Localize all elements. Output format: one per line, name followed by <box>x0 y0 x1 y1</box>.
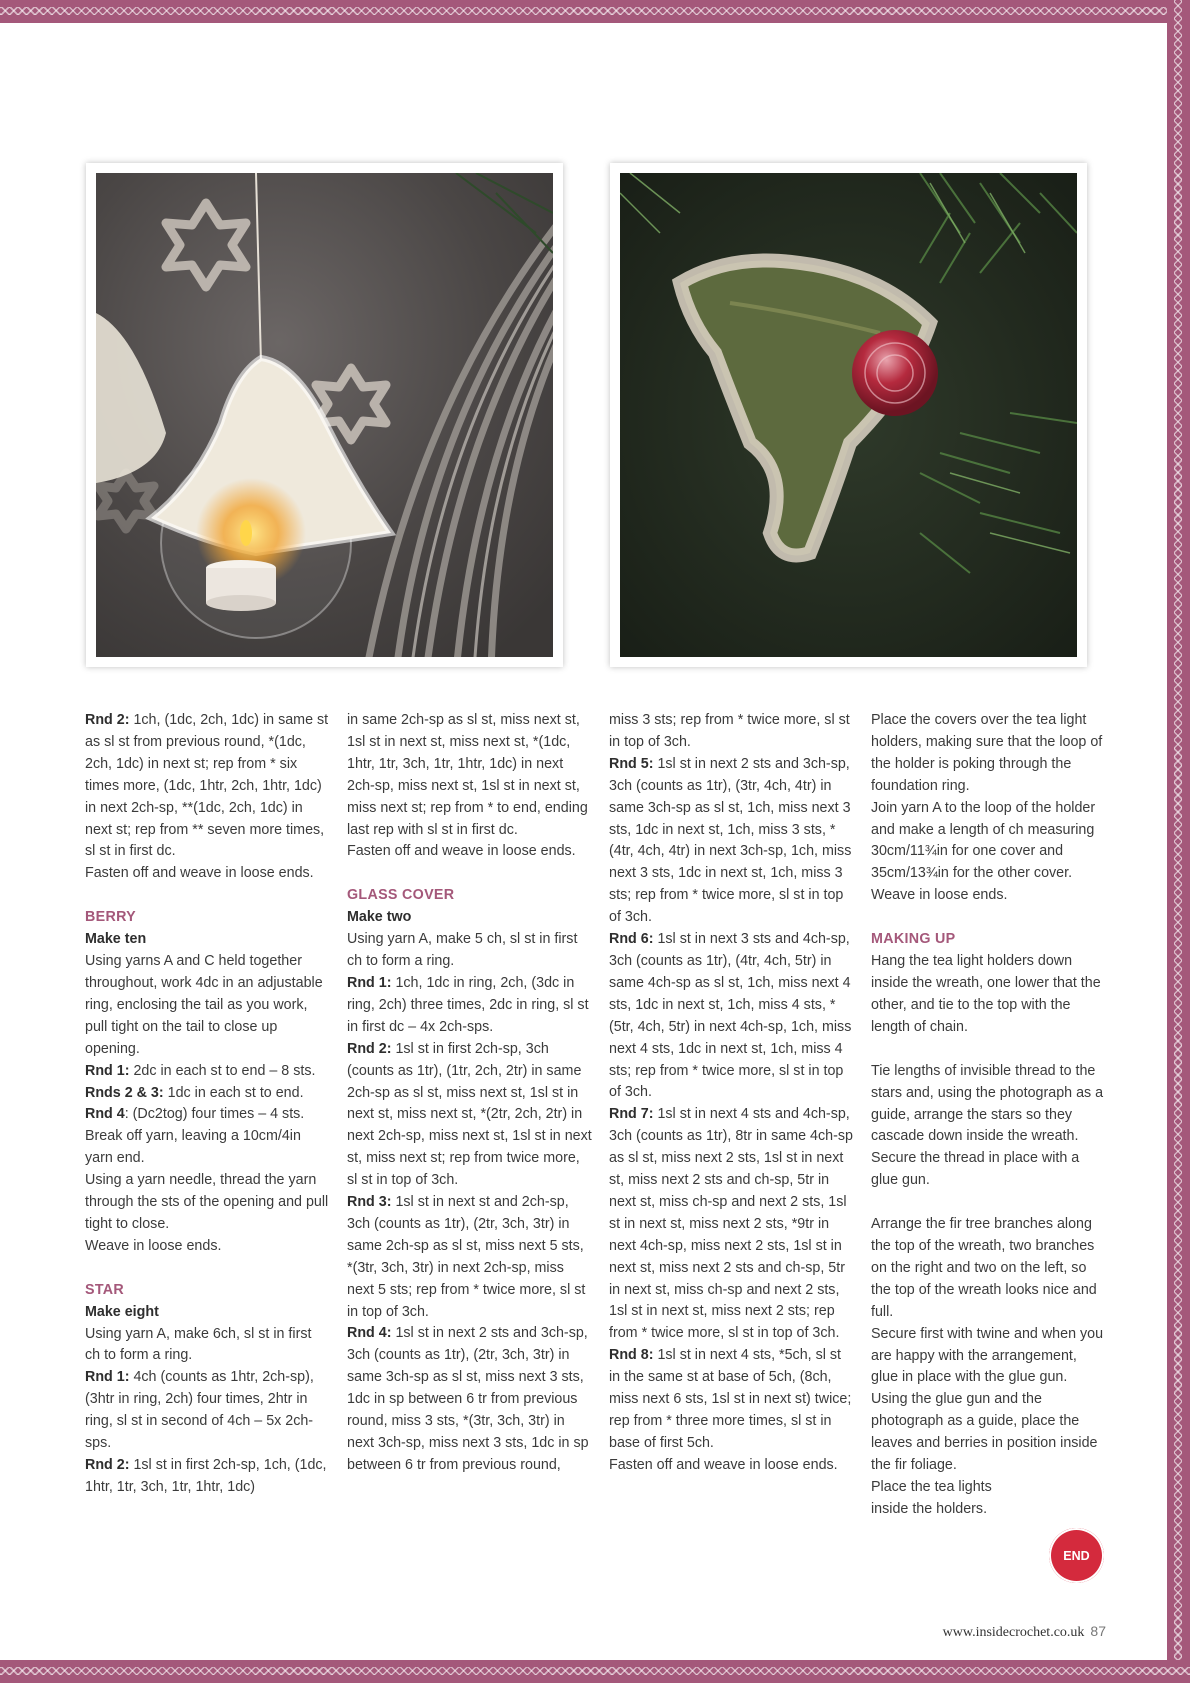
page-number: 87 <box>1090 1623 1106 1639</box>
round-label: Rnd 2: <box>85 712 130 728</box>
round-label: Rnd 4 <box>85 1106 125 1123</box>
instruction-paragraph: Weave in loose ends. <box>85 1237 222 1254</box>
instruction-paragraph: Join yarn A to the loop of the holder and make a length of ch measuring 30cm/11¾in for one cover and 35cm/13¾in for the other cover. <box>871 799 1096 882</box>
instruction-paragraph <box>85 1104 330 1126</box>
round-text: 1ch, (1dc, 2ch, 1dc) in same st as sl st from previous round, *(1dc, 2ch, 1dc) in next st; rep from * six times more, (1dc, 1htr, 2ch, 1htr, 1dc) in next 2ch-sp, **(1dc, 2ch, 1dc) in next st; rep from ** seven more times, sl st in first dc. <box>85 712 329 860</box>
round-text: 1sl st in first 2ch-sp, 3ch (counts as 1tr), (1tr, 2ch, 2tr) in same 2ch-sp as sl st, miss next st, 1sl st in next st, miss next st, *(2tr, 2ch, 2tr) in next 2ch-sp, miss next st, 1sl st in next st, miss next st; rep from twice more, sl st in top of 3ch. <box>347 1040 592 1189</box>
instruction-paragraph: Break off yarn, leaving a 10cm/4in yarn end. <box>85 1128 301 1167</box>
instruction-paragraph: in same 2ch-sp as sl st, miss next st, 1sl st in next st, miss next st, *(1dc, 1htr, 1tr, 3ch, 1tr, 1htr, 1dc) in next 2ch-sp, miss next st, 1sl st in next st, miss next st; rep from * to end, ending last rep with sl st in first dc. <box>347 712 588 838</box>
round-label: Rnd 2: <box>85 1457 130 1473</box>
instruction-paragraph: Using yarns A and C held together throughout, work 4dc in an adjustable ring, enclosing the tail as you work, pull tight on the tail to close up opening. <box>85 953 323 1057</box>
section-heading-star: STAR <box>85 1281 125 1298</box>
frame-right-border <box>1167 0 1190 1683</box>
instruction-paragraph: Arrange the fir tree branches along the top of the wreath, two branches on the right and two on the left, so the top of the wreath looks nice and full. <box>871 1216 1097 1320</box>
section-heading-berry: BERRY <box>85 909 137 926</box>
round-text: 2dc in each st to end – 8 sts. <box>129 1062 316 1079</box>
round-label: Rnd 2: <box>347 1040 392 1057</box>
instruction-paragraph <box>609 1345 854 1455</box>
instruction-paragraph: Fasten off and weave in loose ends. <box>347 843 576 860</box>
instruction-paragraph: Hang the tea light holders down inside the wreath, one lower that the other, and tie to the top with the length of chain. <box>871 953 1101 1035</box>
round-label: Rnd 1: <box>85 1369 130 1386</box>
instruction-paragraph <box>85 1367 330 1455</box>
instruction-paragraph <box>85 1061 330 1083</box>
round-label: Rnd 5: <box>609 755 654 772</box>
instruction-paragraph: Using the glue gun and the photograph as a guide, place the leaves and berries in position inside the fir foliage. <box>871 1391 1098 1474</box>
round-text: 1sl st in first 2ch-sp, 1ch, (1dc, 1htr, 1tr, 3ch, 1tr, 1htr, 1dc) <box>85 1457 327 1495</box>
instruction-paragraph: Secure first with twine and when you are happy with the arrangement, glue in place with the glue gun. <box>871 1325 1104 1386</box>
subheading: Make two <box>347 909 412 926</box>
subheading: Make ten <box>85 931 147 948</box>
website-url: www.insidecrochet.co.uk <box>942 1625 1085 1640</box>
round-text: : (Dc2tog) four times – 4 sts. <box>124 1106 305 1123</box>
round-text: 1dc in each st to end. <box>163 1084 304 1101</box>
section-heading-glass-cover: GLASS COVER <box>347 887 455 904</box>
photo-leaf-and-berry <box>610 163 1087 667</box>
text-column-3 <box>609 710 854 1477</box>
round-label: Rnds 2 & 3: <box>85 1084 164 1101</box>
instruction-paragraph <box>347 1323 592 1476</box>
instruction-paragraph <box>609 929 854 1104</box>
round-text: 1sl st in next 4 sts, *5ch, sl st in the same st at base of 5ch, (8ch, miss next 6 sts, 1sl st in next st) twice; rep from * three more times, sl st in base of first 5ch. <box>609 1347 852 1451</box>
round-text: 1sl st in next 2 sts and 3ch-sp, 3ch (counts as 1tr), (2tr, 3ch, 3tr) in same 3ch-sp as sl st, miss next 3 sts, 1dc in sp between 6 tr from previous round, miss 3 sts, *(3tr, 3ch, 3tr) in next 3ch-sp, miss next 3 sts, 1dc in sp between 6 tr from previous round, <box>347 1325 589 1473</box>
round-label: Rnd 1: <box>85 1062 130 1079</box>
instruction-paragraph <box>85 710 330 863</box>
round-label: Rnd 6: <box>609 931 654 948</box>
tea-light-photo-image <box>96 173 553 657</box>
instruction-paragraph: Using a yarn needle, thread the yarn through the sts of the opening and pull tight to close. <box>85 1172 329 1232</box>
instruction-paragraph: Tie lengths of invisible thread to the stars and, using the photograph as a guide, arrange the stars so they cascade down inside the wreath. <box>871 1062 1104 1145</box>
frame-top-border <box>0 0 1190 23</box>
instruction-paragraph: Secure the thread in place with a glue gun. <box>871 1150 1080 1189</box>
round-label: Rnd 7: <box>609 1106 654 1123</box>
instruction-paragraph <box>85 1455 330 1499</box>
frame-bottom-border <box>0 1660 1190 1683</box>
instruction-paragraph: Using yarn A, make 6ch, sl st in first ch to form a ring. <box>85 1325 312 1364</box>
instruction-paragraph: Fasten off and weave in loose ends. <box>85 865 314 882</box>
instruction-paragraph <box>85 1083 330 1105</box>
round-label: Rnd 8: <box>609 1347 654 1364</box>
round-text: 1sl st in next 4 sts and 4ch-sp, 3ch (counts as 1tr), 8tr in same 4ch-sp as sl st, miss next 2 sts, 1sl st in next st, miss next 2 sts and ch-sp, 5tr in next st, miss ch-sp and next 2 sts, 1sl st in next st, miss next 2 sts, *9tr in next 4ch-sp, miss next 2 sts, 1sl st in next st, miss next 2 sts and ch-sp, 5tr in next st, miss ch-sp and next 2 sts, 1sl st in next st, miss next 2 sts; rep from * twice more, sl st in top of 3ch. <box>609 1106 853 1342</box>
round-label: Rnd 3: <box>347 1194 392 1211</box>
text-column-4 <box>871 710 1106 1521</box>
instruction-paragraph: Place the covers over the tea light holders, making sure that the loop of the holder is poking through the foundation ring. <box>871 712 1103 794</box>
text-column-2 <box>347 710 592 1477</box>
instruction-paragraph <box>609 754 854 929</box>
end-badge: END <box>1049 1528 1104 1583</box>
instruction-paragraph: Fasten off and weave in loose ends. <box>609 1456 838 1473</box>
instruction-paragraph: Using yarn A, make 5 ch, sl st in first ch to form a ring. <box>347 931 578 970</box>
leaf-berry-photo-image <box>620 173 1077 657</box>
instruction-paragraph: inside the holders. <box>871 1500 988 1517</box>
instruction-paragraph <box>347 1039 592 1192</box>
round-text: 4ch (counts as 1htr, 2ch-sp), (3htr in ring, 2ch) four times, 2htr in ring, sl st in second of 4ch – 5x 2ch-sps. <box>85 1369 314 1452</box>
stitch-pattern <box>1174 0 1182 1683</box>
instruction-paragraph: Place the tea lights <box>871 1479 992 1495</box>
stitch-pattern <box>0 1667 1190 1675</box>
section-heading-making-up: MAKING UP <box>871 931 956 948</box>
photo-tea-light-cover <box>86 163 563 667</box>
round-text: 1ch, 1dc in ring, 2ch, (3dc in ring, 2ch) three times, 2dc in ring, sl st in first dc – 4x 2ch-sps. <box>347 974 589 1035</box>
page-footer <box>943 1623 1106 1641</box>
instruction-paragraph <box>347 1192 592 1323</box>
subheading: Make eight <box>85 1303 159 1320</box>
instruction-paragraph <box>347 973 592 1039</box>
text-column-1 <box>85 710 330 1499</box>
instruction-paragraph <box>609 1104 854 1345</box>
round-label: Rnd 1: <box>347 974 392 991</box>
instruction-paragraph: miss 3 sts; rep from * twice more, sl st in top of 3ch. <box>609 712 850 750</box>
stitch-pattern <box>0 7 1190 15</box>
round-text: 1sl st in next 2 sts and 3ch-sp, 3ch (counts as 1tr), (3tr, 4ch, 4tr) in same 3ch-sp as sl st, 1ch, miss next 3 sts, 1dc in next st, 1ch, miss 3 sts, *(4tr, 4ch, 4tr) in next 3ch-sp, 1ch, miss next 3 sts, 1dc in next st, 1ch, miss 3 sts; rep from * twice more, sl st in top of 3ch. <box>609 755 852 926</box>
instruction-paragraph: Weave in loose ends. <box>871 887 1008 904</box>
round-text: 1sl st in next st and 2ch-sp, 3ch (counts as 1tr), (2tr, 3ch, 3tr) in same 2ch-sp as sl st, miss next 5 sts, *(3tr, 3ch, 3tr) in next 2ch-sp, miss next 5 sts; rep from * twice more, sl st in top of 3ch. <box>347 1194 586 1320</box>
round-label: Rnd 4: <box>347 1325 392 1342</box>
round-text: 1sl st in next 3 sts and 4ch-sp, 3ch (counts as 1tr), (4tr, 4ch, 5tr) in same 4ch-sp as sl st, 1ch, miss next 4 sts, 1dc in next st, 1ch, miss 4 sts, *(5tr, 4ch, 5tr) in next 4ch-sp, 1ch, miss next 4 sts, 1dc in next st, 1ch, miss 4 sts; rep from * twice more, sl st in top of 3ch. <box>609 931 852 1101</box>
